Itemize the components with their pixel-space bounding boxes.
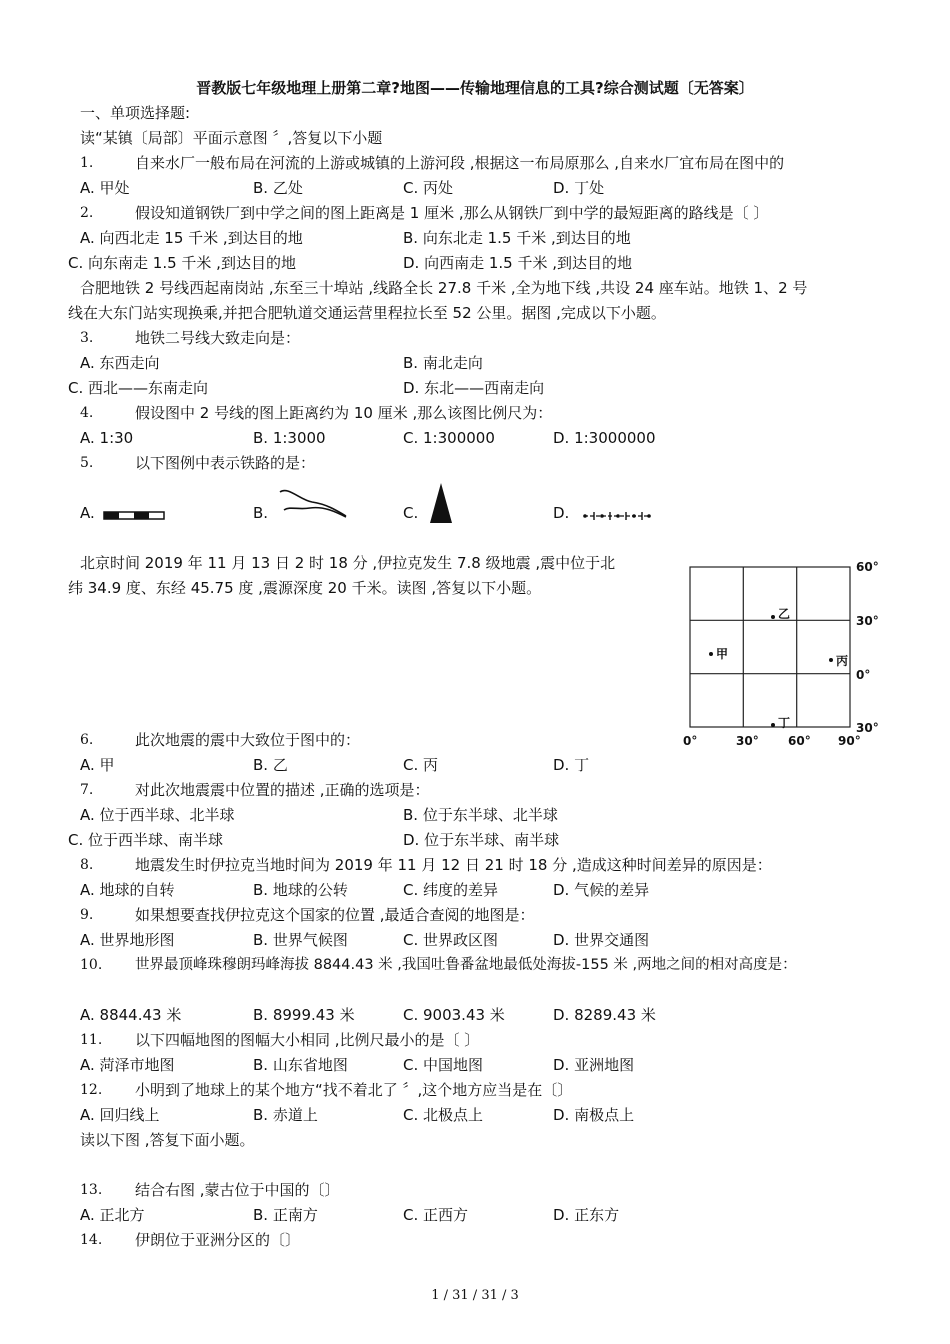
q1-text: 自来水厂一般布局在河流的上游或城镇的上游河段 ,根据这一布局原那么 ,自来水厂宜布局在图中的 (135, 154, 785, 172)
q5-option-c: C. (403, 504, 419, 522)
q12-option-a: A. 回归线上 (80, 1106, 160, 1124)
q5-text: 以下图例中表示铁路的是： (135, 454, 316, 472)
q14-number: 14. (80, 1232, 103, 1248)
q5-number: 5. (80, 455, 94, 471)
q12-text: 小明到了地球上的某个地方“找不着北了 〞,这个地方应当是在〔〕 (135, 1081, 573, 1099)
q7-option-a: A. 位于西半球、北半球 (80, 806, 235, 824)
q12-number: 12. (80, 1082, 103, 1098)
q3-option-b: B. 南北走向 (403, 354, 483, 372)
q6-option-b: B. 乙 (253, 756, 288, 774)
mountain-peak-legend-symbol (426, 481, 456, 525)
intro-text-3a: 北京时间 2019 年 11 月 13 日 2 时 18 分 ,伊拉克发生 7.8 级地震 ,震中位于北 (80, 554, 616, 572)
q8-number: 8. (80, 857, 94, 873)
q6-option-a: A. 甲 (80, 756, 115, 774)
q4-option-d: D. 1:3000000 (553, 429, 656, 447)
q5-option-a: A. (80, 504, 95, 522)
q4-number: 4. (80, 405, 94, 421)
lat-label-0: 0° (856, 668, 871, 682)
q11-number: 11. (80, 1032, 103, 1048)
railway-legend-symbol (103, 509, 167, 523)
q3-number: 3. (80, 330, 94, 346)
q10-option-d: D. 8289.43 米 (553, 1006, 656, 1024)
q6-option-c: C. 丙 (403, 756, 439, 774)
lon-label-90: 90° (838, 734, 861, 748)
intro-text-1: 读“某镇〔局部〕平面示意图 〞,答复以下小题 (80, 129, 383, 147)
q13-option-a: A. 正北方 (80, 1206, 145, 1224)
q7-option-c: C. 位于西半球、南半球 (68, 831, 224, 849)
point-jia-label: 甲 (716, 647, 729, 661)
q11-option-b: B. 山东省地图 (253, 1056, 348, 1074)
q4-option-c: C. 1:300000 (403, 429, 495, 447)
q8-option-a: A. 地球的自转 (80, 881, 175, 899)
q9-option-d: D. 世界交通图 (553, 931, 650, 949)
lat-label-60n: 60° (856, 560, 879, 574)
q5-option-b: B. (253, 504, 269, 522)
q2-option-a: A. 向西北走 15 千米 ,到达目的地 (80, 229, 303, 247)
page-title: 晋教版七年级地理上册第二章?地图——传输地理信息的工具?综合测试题〔无答案〕 (196, 79, 754, 97)
lon-label-30: 30° (736, 734, 759, 748)
q4-option-a: A. 1:30 (80, 429, 134, 447)
q1-number: 1. (80, 155, 94, 171)
intro-text-3b: 纬 34.9 度、东经 45.75 度 ,震源深度 20 千米。读图 ,答复以下小题。 (68, 579, 542, 597)
q3-option-c: C. 西北——东南走向 (68, 379, 209, 397)
q12-option-c: C. 北极点上 (403, 1106, 484, 1124)
q13-option-c: C. 正西方 (403, 1206, 469, 1224)
q13-option-b: B. 正南方 (253, 1206, 318, 1224)
q2-option-d: D. 向西南走 1.5 千米 ,到达目的地 (403, 254, 633, 272)
q3-option-a: A. 东西走向 (80, 354, 160, 372)
q2-text: 假设知道钢铁厂到中学之间的图上距离是 1 厘米 ,那么从钢铁厂到中学的最短距离的路线是〔 〕 (135, 204, 769, 222)
q11-text: 以下四幅地图的图幅大小相同 ,比例尺最小的是〔 〕 (135, 1031, 480, 1049)
q1-option-b: B. 乙处 (253, 179, 303, 197)
q5-option-d: D. (553, 504, 570, 522)
q1-option-d: D. 丁处 (553, 179, 605, 197)
boundary-legend-symbol (582, 510, 654, 522)
q13-number: 13. (80, 1182, 103, 1198)
q8-option-c: C. 纬度的差异 (403, 881, 499, 899)
lon-label-0: 0° (683, 734, 698, 748)
section-heading: 一、单项选择题: (80, 104, 191, 122)
q14-text: 伊朗位于亚洲分区的〔〕 (135, 1231, 301, 1249)
lon-label-60: 60° (788, 734, 811, 748)
q11-option-c: C. 中国地图 (403, 1056, 484, 1074)
q6-text: 此次地震的震中大致位于图中的： (135, 731, 361, 749)
q2-option-c: C. 向东南走 1.5 千米 ,到达目的地 (68, 254, 296, 272)
q4-text: 假设图中 2 号线的图上距离约为 10 厘米 ,那么该图比例尺为： (135, 404, 553, 422)
point-yi-dot (771, 615, 775, 619)
q9-option-a: A. 世界地形图 (80, 931, 175, 949)
page-footer: 1 / 31 / 31 / 3 (431, 1288, 519, 1303)
q9-option-c: C. 世界政区图 (403, 931, 499, 949)
lat-lon-grid-figure (680, 555, 910, 755)
q10-option-b: B. 8999.43 米 (253, 1006, 355, 1024)
point-yi-label: 乙 (778, 607, 791, 621)
q10-option-c: C. 9003.43 米 (403, 1006, 505, 1024)
point-bing-dot (829, 658, 833, 662)
q1-option-a: A. 甲处 (80, 179, 130, 197)
q4-option-b: B. 1:3000 (253, 429, 326, 447)
intro-text-2a: 合肥地铁 2 号线西起南岗站 ,东至三十埠站 ,线路全长 27.8 千米 ,全为地下线 ,共设 24 座车站。地铁 1、2 号 (80, 279, 808, 297)
q8-text: 地震发生时伊拉克当地时间为 2019 年 11 月 12 日 21 时 18 分 ,造成这种时间差异的原因是： (135, 856, 772, 874)
q7-option-b: B. 位于东半球、北半球 (403, 806, 558, 824)
q8-option-b: B. 地球的公转 (253, 881, 348, 899)
q10-text: 世界最顶峰珠穆朗玛峰海拔 8844.43 米 ,我国吐鲁番盆地最低处海拔-155 米 ,两地之间的相对高度是： (135, 957, 797, 973)
q3-option-d: D. 东北——西南走向 (403, 379, 545, 397)
river-legend-symbol (278, 484, 350, 520)
q11-option-a: A. 菏泽市地图 (80, 1056, 175, 1074)
intro-text-4: 读以下图 ,答复下面小题。 (80, 1131, 255, 1149)
lat-label-30s: 30° (856, 721, 879, 735)
intro-text-2b: 线在大东门站实现换乘,并把合肥轨道交通运营里程拉长至 52 公里。据图 ,完成以下小题。 (68, 304, 666, 322)
q9-option-b: B. 世界气候图 (253, 931, 348, 949)
point-bing-label: 丙 (836, 654, 849, 668)
q7-number: 7. (80, 782, 94, 798)
q13-option-d: D. 正东方 (553, 1206, 620, 1224)
q9-number: 9. (80, 907, 94, 923)
q10-number: 10. (80, 957, 103, 973)
q7-text: 对此次地震震中位置的描述 ,正确的选项是： (135, 781, 430, 799)
q7-option-d: D. 位于东半球、南半球 (403, 831, 560, 849)
point-jia-dot (709, 652, 713, 656)
point-ding-label: 丁 (778, 716, 791, 730)
q11-option-d: D. 亚洲地图 (553, 1056, 635, 1074)
q12-option-d: D. 南极点上 (553, 1106, 635, 1124)
q8-option-d: D. 气候的差异 (553, 881, 650, 899)
q2-number: 2. (80, 205, 94, 221)
q3-text: 地铁二号线大致走向是： (135, 329, 301, 347)
q13-text: 结合右图 ,蒙古位于中国的〔〕 (135, 1181, 340, 1199)
grid-lines (690, 567, 850, 727)
point-ding-dot (771, 723, 775, 727)
q12-option-b: B. 赤道上 (253, 1106, 318, 1124)
q6-number: 6. (80, 732, 94, 748)
q6-option-d: D. 丁 (553, 756, 590, 774)
q10-option-a: A. 8844.43 米 (80, 1006, 182, 1024)
q2-option-b: B. 向东北走 1.5 千米 ,到达目的地 (403, 229, 631, 247)
q9-text: 如果想要查找伊拉克这个国家的位置 ,最适合查阅的地图是： (135, 906, 535, 924)
q1-option-c: C. 丙处 (403, 179, 454, 197)
lat-label-30n: 30° (856, 614, 879, 628)
